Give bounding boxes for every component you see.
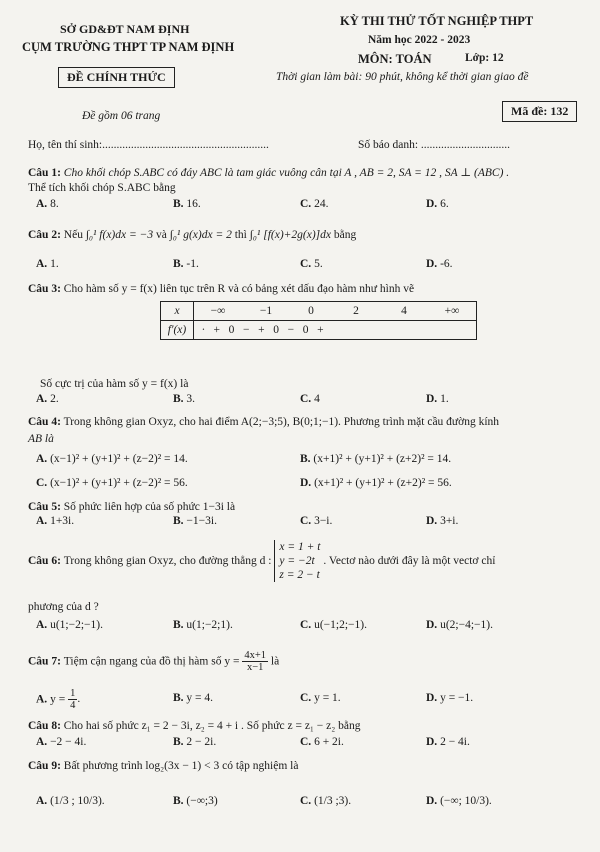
q9-option-d[interactable]: D. (−∞; 10/3). — [426, 795, 492, 807]
question-6: Câu 6: Trong không gian Oxyz, cho đường thẳng d : x = 1 + t y = −2t z = 2 − t . Vectơ nào dưới đây là một vectơ chỉ — [28, 541, 496, 581]
q3-option-d[interactable]: D. 1. — [426, 393, 449, 405]
q2-option-a[interactable]: A. 1. — [36, 258, 59, 270]
q8-option-c[interactable]: C. 6 + 2i. — [300, 736, 344, 748]
sign-table-head: x — [161, 302, 194, 321]
time-allowed: Thời gian làm bài: 90 phút, không kể thời gian giao đề — [276, 71, 529, 83]
q4-option-a[interactable]: A. (x−1)² + (y+1)² + (z−2)² = 14. — [36, 453, 188, 465]
q3-option-b[interactable]: B. 3. — [173, 393, 196, 405]
question-7: Câu 7: Tiệm cận ngang của đồ thị hàm số y = $\frac{4x+1}{x-1}$ là — [28, 650, 280, 673]
school-name: CỤM TRƯỜNG THPT TP NAM ĐỊNH — [22, 40, 235, 54]
question-5: Câu 5: Số phức liên hợp của số phức 1−3i là — [28, 501, 236, 513]
q9-option-c[interactable]: C. (1/3 ;3). — [300, 795, 352, 807]
question-8: Câu 8: Cho hai số phức z₁ = 2 − 3i, z₂ = 4 + i . Số phức z = z₁ − z₂ bằng — [28, 720, 361, 732]
function-fraction: $\frac{4x+1}{x-1}$ — [244, 650, 266, 673]
line-equation-system: x = 1 + t y = −2t z = 2 − t — [274, 540, 320, 582]
q6-option-d[interactable]: D. u(2;−4;−1). — [426, 619, 493, 631]
question-1: Câu 1: Cho khối chóp S.ABC có đáy ABC là tam giác vuông cân tại A , AB = 2, SA = 12 , SA ⊥ (ABC) . — [28, 167, 510, 179]
question-9: Câu 9: Bất phương trình log₂(3x − 1) < 3 có tập nghiệm là — [28, 760, 299, 772]
q4-option-d[interactable]: D. (x+1)² + (y+1)² + (z+2)² = 56. — [300, 477, 452, 489]
question-3: Câu 3: Cho hàm số y = f(x) liên tục trên R và có bảng xét dấu đạo hàm như hình vẽ — [28, 283, 415, 295]
q1-option-c[interactable]: C. 24. — [300, 198, 329, 210]
q1-option-a[interactable]: A. 8. — [36, 198, 59, 210]
q1-option-d[interactable]: D. 6. — [426, 198, 449, 210]
question-4: Câu 4: Trong không gian Oxyz, cho hai điểm A(2;−3;5), B(0;1;−1). Phương trình mặt cầu đường kính — [28, 416, 500, 428]
page-count: Đề gồm 06 trang — [82, 110, 161, 122]
q5-option-d[interactable]: D. 3+i. — [426, 515, 459, 527]
official-badge: ĐỀ CHÍNH THỨC — [58, 67, 175, 88]
q4-option-c[interactable]: C. (x−1)² + (y+1)² + (z−2)² = 56. — [36, 477, 188, 489]
q6-option-b[interactable]: B. u(1;−2;1). — [173, 619, 233, 631]
q6-option-c[interactable]: C. u(−1;2;−1). — [300, 619, 367, 631]
q6-option-a[interactable]: A. u(1;−2;−1). — [36, 619, 103, 631]
q9-option-b[interactable]: B. (−∞;3) — [173, 795, 218, 807]
question-3-line2: Số cực trị của hàm số y = f(x) là — [40, 378, 189, 390]
question-6-line2: phương của d ? — [28, 601, 99, 613]
subject: MÔN: TOÁN — [358, 52, 432, 66]
q9-option-a[interactable]: A. (1/3 ; 10/3). — [36, 795, 105, 807]
question-1-line2: Thể tích khối chóp S.ABC bằng — [28, 182, 176, 194]
q8-option-a[interactable]: A. −2 − 4i. — [36, 736, 87, 748]
q2-option-d[interactable]: D. -6. — [426, 258, 453, 270]
q4-option-b[interactable]: B. (x+1)² + (y+1)² + (z+2)² = 14. — [300, 453, 452, 465]
q2-option-c[interactable]: C. 5. — [300, 258, 323, 270]
grade: Lớp: 12 — [465, 52, 504, 64]
department-name: SỞ GD&ĐT NAM ĐỊNH — [60, 22, 190, 36]
q8-option-d[interactable]: D. 2 − 4i. — [426, 736, 470, 748]
q3-option-c[interactable]: C. 4 — [300, 393, 320, 405]
school-year: Năm học 2022 - 2023 — [368, 34, 471, 46]
question-4-line2: AB là — [28, 433, 54, 445]
candidate-number-line: Số báo danh: ............................... — [358, 139, 511, 151]
candidate-name-line: Họ, tên thí sinh:.......................................................... — [28, 139, 269, 151]
q7-option-d[interactable]: D. y = −1. — [426, 692, 474, 704]
sign-table-row-label: f′(x) — [161, 321, 194, 340]
exam-title: KỲ THI THỬ TỐT NGHIỆP THPT — [340, 14, 534, 28]
q7-option-b[interactable]: B. y = 4. — [173, 692, 214, 704]
question-2: Câu 2: Nếu ∫₀¹ f(x)dx = −3 và ∫₀¹ g(x)dx = 2 thì ∫₀¹ [f(x)+2g(x)]dx bằng — [28, 229, 357, 241]
sign-table: x −∞ −1 0 2 4 +∞ f′(x) ∙ + 0 − + 0 − 0 + — [160, 301, 477, 340]
q3-option-a[interactable]: A. 2. — [36, 393, 59, 405]
q5-option-a[interactable]: A. 1+3i. — [36, 515, 75, 527]
q8-option-b[interactable]: B. 2 − 2i. — [173, 736, 217, 748]
q1-option-b[interactable]: B. 16. — [173, 198, 201, 210]
q7-option-a[interactable]: A. y = $\frac{1}{4}$ . — [36, 688, 81, 711]
q7-option-c[interactable]: C. y = 1. — [300, 692, 341, 704]
q5-option-c[interactable]: C. 3−i. — [300, 515, 333, 527]
exam-code: Mã đề: 132 — [502, 101, 577, 122]
q2-option-b[interactable]: B. -1. — [173, 258, 199, 270]
q5-option-b[interactable]: B. −1−3i. — [173, 515, 217, 527]
sign-table-row: ∙ + 0 − + 0 − 0 + — [194, 321, 477, 340]
